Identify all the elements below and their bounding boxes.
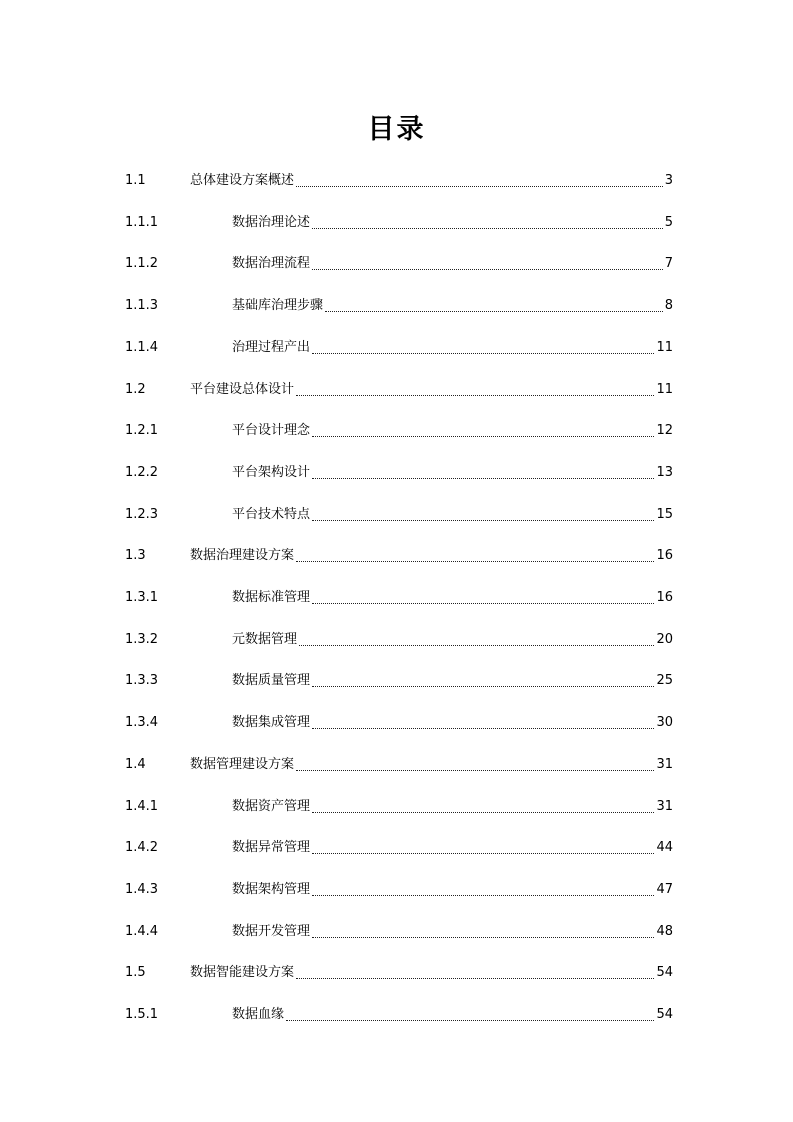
toc-entry-page-number[interactable]: 31 [656,799,673,814]
toc-entry-title[interactable]: 数据血缘 [232,1007,285,1022]
toc-entry-title[interactable]: 平台建设总体设计 [190,382,295,397]
toc-entry[interactable] [0,462,793,484]
toc-entry-number: 1.5 [125,965,146,980]
toc-entry-title[interactable]: 元数据管理 [232,632,298,647]
toc-entry-page-number[interactable]: 47 [656,882,673,897]
toc-entry-number: 1.2.3 [125,507,159,522]
toc-entry[interactable] [0,1004,793,1026]
toc-entry-page-number[interactable]: 12 [656,423,673,438]
toc-entry-title[interactable]: 数据开发管理 [232,924,311,939]
toc-entry[interactable] [0,879,793,901]
toc-entry-number: 1.3 [125,548,146,563]
toc-entry-number: 1.4 [125,757,146,772]
toc-entry-number: 1.5.1 [125,1007,159,1022]
dot-leader [312,227,663,229]
toc-entry-page-number[interactable]: 7 [664,256,673,271]
toc-entry-page-number[interactable]: 3 [664,173,673,188]
dot-leader [325,310,663,312]
toc-entry-leader [232,462,673,484]
toc-entry-number: 1.3.1 [125,590,159,605]
toc-entry-number: 1.4.2 [125,840,159,855]
toc-entry-page-number[interactable]: 13 [656,465,673,480]
dot-leader [296,977,654,979]
toc-entry-number: 1.1 [125,173,146,188]
dot-leader [312,268,663,270]
dot-leader [312,852,654,854]
toc-entry-title[interactable]: 总体建设方案概述 [190,173,295,188]
toc-entry[interactable] [0,504,793,526]
toc-entry[interactable] [0,754,793,776]
toc-entry-title[interactable]: 基础库治理步骤 [232,298,324,313]
toc-entry[interactable] [0,253,793,275]
toc-entry-page-number[interactable]: 54 [656,965,673,980]
toc-entry-number: 1.4.1 [125,799,159,814]
toc-entry-page-number[interactable]: 16 [656,590,673,605]
toc-entry-leader [232,420,673,442]
toc-entry-page-number[interactable]: 16 [656,548,673,563]
dot-leader [312,477,654,479]
toc-entry-number: 1.1.1 [125,215,159,230]
dot-leader [286,1019,654,1021]
dot-leader [299,644,654,646]
toc-entry-number: 1.1.3 [125,298,159,313]
dot-leader [312,811,654,813]
dot-leader [312,936,654,938]
toc-entry[interactable] [0,796,793,818]
toc-entry-number: 1.2 [125,382,146,397]
toc-entry-page-number[interactable]: 44 [656,840,673,855]
toc-entry-number: 1.3.4 [125,715,159,730]
toc-entry[interactable] [0,170,793,192]
dot-leader [312,519,654,521]
dot-leader [312,435,654,437]
page-title: 目录 [367,114,426,145]
toc-entry[interactable] [0,337,793,359]
toc-entry-leader [232,670,673,692]
toc-entry-page-number[interactable]: 30 [656,715,673,730]
toc-entry-title[interactable]: 数据智能建设方案 [190,965,295,980]
toc-entry-leader [232,253,673,275]
toc-entry-leader [232,337,673,359]
toc-entry-leader [232,587,673,609]
dot-leader [296,185,663,187]
toc-entry[interactable] [0,629,793,651]
toc-entry-number: 1.3.3 [125,673,159,688]
toc-entry-leader [232,712,673,734]
toc-entry[interactable] [0,420,793,442]
toc-entry-leader [232,837,673,859]
toc-entry[interactable] [0,921,793,943]
toc-entry-number: 1.2.1 [125,423,159,438]
dot-leader [312,894,654,896]
toc-entry-number: 1.1.4 [125,340,159,355]
toc-entry-leader [232,212,673,234]
dot-leader [296,560,654,562]
toc-entry[interactable] [0,670,793,692]
toc-entry-page-number[interactable]: 20 [656,632,673,647]
toc-entry-leader [232,629,673,651]
toc-entry-leader [232,1004,673,1026]
toc-entry-leader [190,545,673,567]
toc-entry-number: 1.4.4 [125,924,159,939]
toc-entry-leader [190,379,673,401]
toc-entry[interactable] [0,545,793,567]
toc-entry-title[interactable]: 数据质量管理 [232,673,311,688]
toc-entry-number: 1.1.2 [125,256,159,271]
toc-entry-leader [232,796,673,818]
toc-entry[interactable] [0,295,793,317]
toc-entry-title[interactable]: 数据标准管理 [232,590,311,605]
toc-entry-page-number[interactable]: 48 [656,924,673,939]
toc-entry-title[interactable]: 平台设计理念 [232,423,311,438]
toc-entry[interactable] [0,379,793,401]
toc-entry-title[interactable]: 治理过程产出 [232,340,311,355]
dot-leader [312,602,654,604]
toc-entry-number: 1.4.3 [125,882,159,897]
toc-entry-number: 1.3.2 [125,632,159,647]
toc-entry-page-number[interactable]: 11 [656,340,673,355]
dot-leader [312,727,654,729]
toc-entry-title[interactable]: 数据资产管理 [232,799,311,814]
toc-entry[interactable] [0,212,793,234]
toc-entry-page-number[interactable]: 31 [656,757,673,772]
toc-entry-title[interactable]: 数据治理建设方案 [190,548,295,563]
toc-entry-title[interactable]: 数据集成管理 [232,715,311,730]
toc-entry-number: 1.2.2 [125,465,159,480]
dot-leader [312,685,654,687]
toc-entry[interactable] [0,837,793,859]
toc-entry-leader [232,504,673,526]
toc-entry-page-number[interactable]: 15 [656,507,673,522]
toc-entry-title[interactable]: 数据架构管理 [232,882,311,897]
toc-entry-page-number[interactable]: 25 [656,673,673,688]
toc-entry[interactable] [0,587,793,609]
toc-entry-title[interactable]: 平台架构设计 [232,465,311,480]
toc-entry[interactable] [0,712,793,734]
toc-entry-title[interactable]: 平台技术特点 [232,507,311,522]
toc-entry-page-number[interactable]: 11 [656,382,673,397]
dot-leader [296,394,654,396]
toc-entry-leader [190,170,673,192]
toc-entry[interactable] [0,962,793,984]
toc-entry-title[interactable]: 数据异常管理 [232,840,311,855]
toc-entry-title[interactable]: 数据管理建设方案 [190,757,295,772]
toc-entry-leader [232,879,673,901]
toc-entry-page-number[interactable]: 8 [664,298,673,313]
dot-leader [296,769,654,771]
toc-entry-page-number[interactable]: 5 [664,215,673,230]
toc-entry-page-number[interactable]: 54 [656,1007,673,1022]
toc-entry-title[interactable]: 数据治理论述 [232,215,311,230]
toc-entry-leader [232,921,673,943]
dot-leader [312,352,654,354]
toc-entry-leader [232,295,673,317]
toc-entry-leader [190,962,673,984]
toc-entry-leader [190,754,673,776]
toc-entry-title[interactable]: 数据治理流程 [232,256,311,271]
